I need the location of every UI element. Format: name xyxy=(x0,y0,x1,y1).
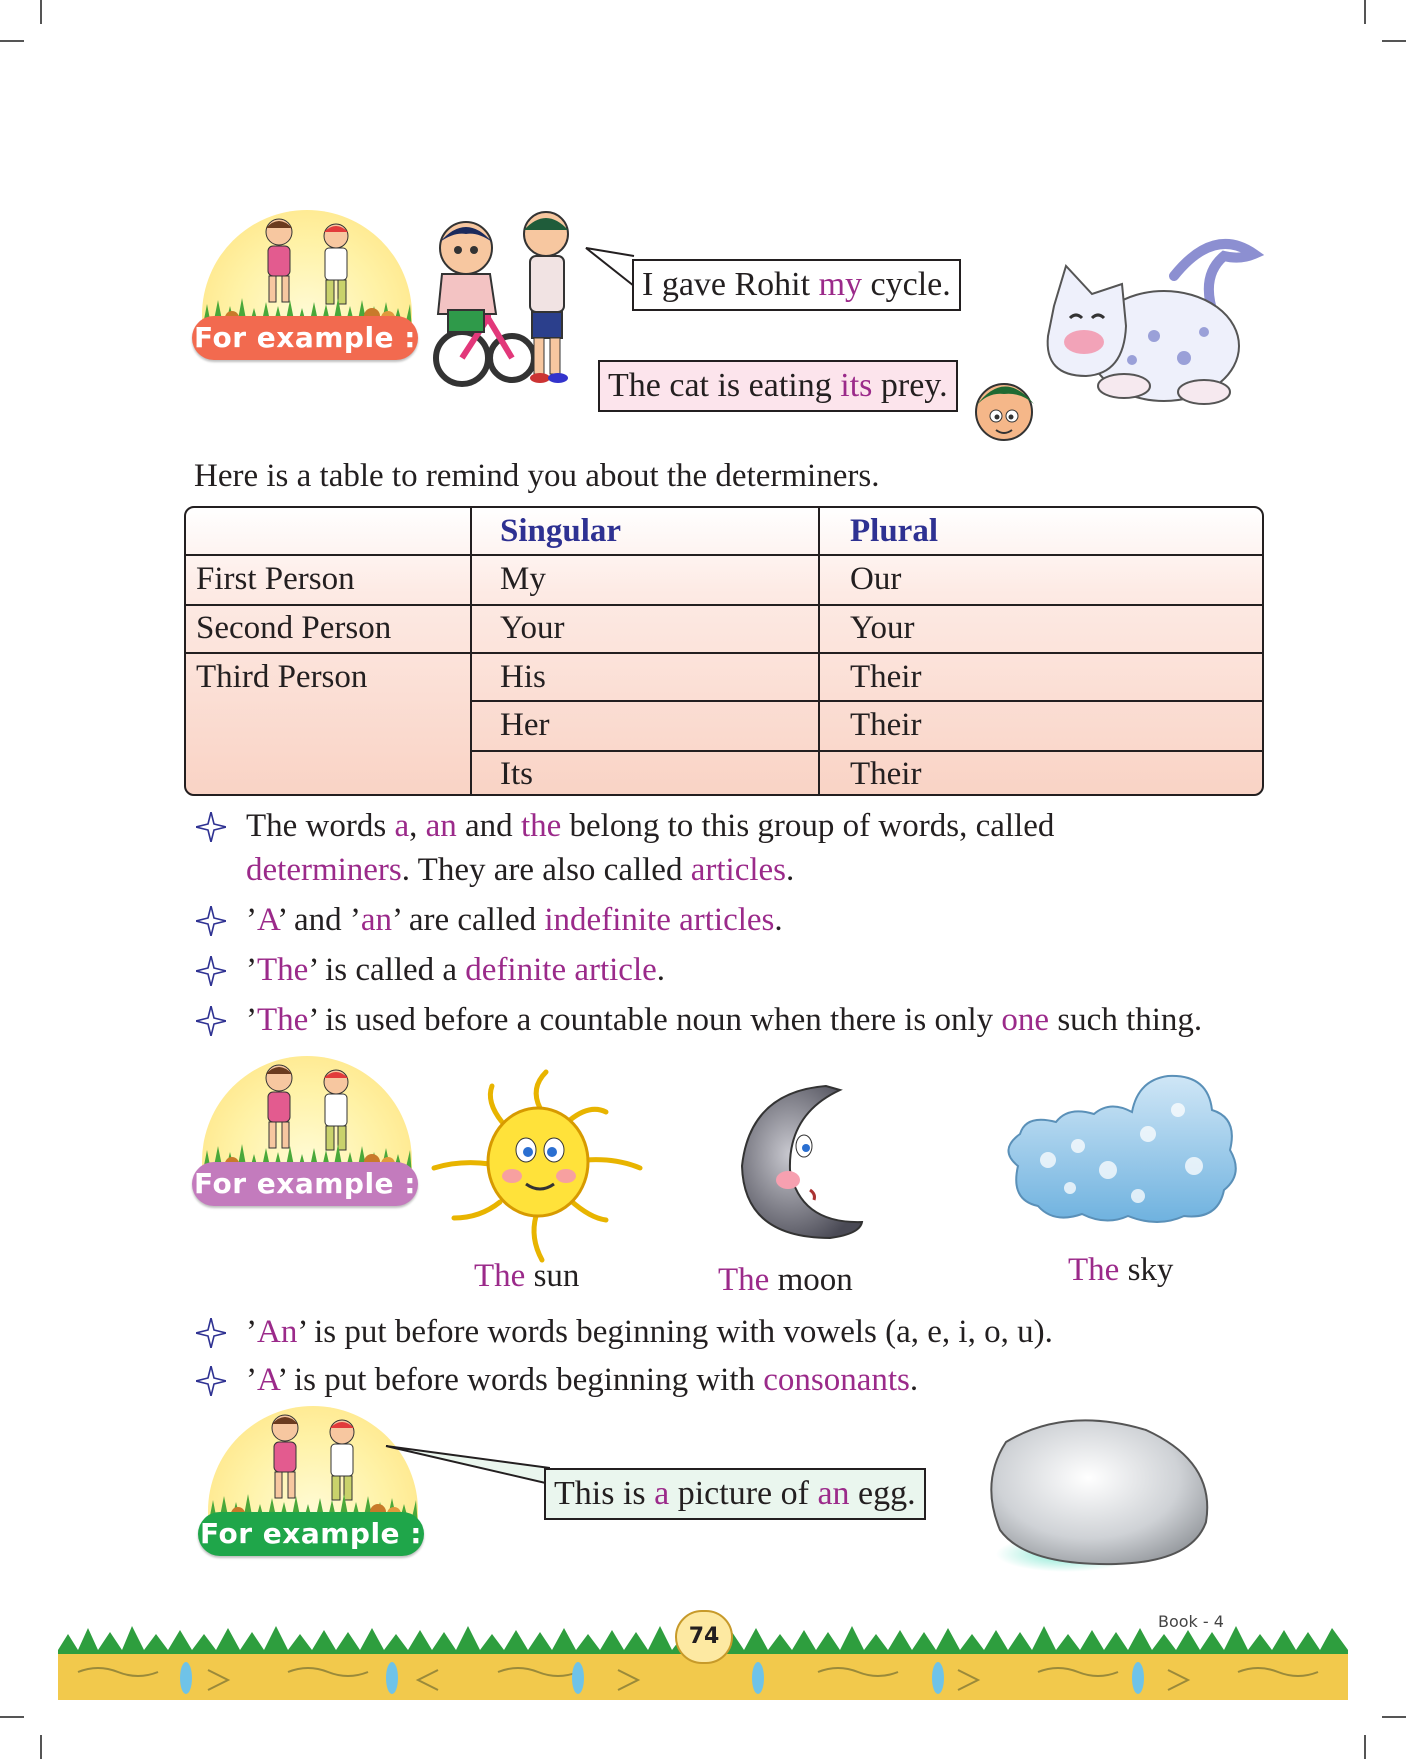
speech-bubble-cycle xyxy=(632,259,961,311)
highlight-run: articles xyxy=(690,852,786,888)
text-run: such thing. xyxy=(1049,1002,1203,1038)
bullet-text xyxy=(246,948,665,992)
table-header-plural: Plural xyxy=(850,513,938,549)
table-cell-plural: Your xyxy=(850,610,915,646)
caption-sky xyxy=(1068,1252,1173,1289)
table-rule xyxy=(818,508,820,796)
table-cell-plural: Their xyxy=(850,707,922,743)
text-run: ’ is used before a countable noun when there is only xyxy=(308,1002,1002,1038)
caption-sun xyxy=(474,1258,579,1295)
text-run: and xyxy=(456,808,521,844)
table-cell-singular: Its xyxy=(500,756,533,792)
text-run: ’ is put before words beginning with xyxy=(277,1362,764,1398)
bullet-text xyxy=(246,804,1266,892)
table-cell-person: First Person xyxy=(196,561,355,597)
highlight-run: consonants xyxy=(763,1362,910,1398)
table-cell-singular: His xyxy=(500,659,546,695)
highlight-run: A xyxy=(257,902,278,938)
bubble-text: prey. xyxy=(872,367,948,404)
bubble-highlight: a xyxy=(654,1475,670,1512)
speech-bubble-egg xyxy=(544,1468,926,1520)
highlight-run: The xyxy=(474,1258,526,1294)
text-run: sun xyxy=(525,1258,580,1294)
egg-icon xyxy=(966,1412,1236,1574)
text-run: . xyxy=(774,902,783,938)
badge-illustration xyxy=(202,210,412,330)
star-bullet-icon xyxy=(196,812,226,842)
table-header-singular: Singular xyxy=(500,513,622,549)
text-run: , xyxy=(409,808,426,844)
highlight-run: one xyxy=(1001,1002,1050,1038)
highlight-run: The xyxy=(257,952,309,988)
star-bullet-icon xyxy=(196,1318,226,1348)
text-run: moon xyxy=(769,1262,853,1298)
table-cell-person: Second Person xyxy=(196,610,392,646)
text-run: ’ are called xyxy=(392,902,545,938)
text-run: . xyxy=(909,1362,919,1398)
highlight-run: determiners xyxy=(246,852,402,888)
text-run: . xyxy=(786,852,795,888)
badge-label: For example : xyxy=(192,316,418,360)
badge-label: For example : xyxy=(192,1162,418,1206)
kids-with-cycle-illustration xyxy=(418,208,588,398)
highlight-run: indefinite articles xyxy=(544,902,775,938)
star-bullet-icon xyxy=(196,1366,226,1396)
text-run: ’ is put before words beginning with vowels (a, e, i, o, u). xyxy=(297,1314,1053,1350)
table-cell-singular: Your xyxy=(500,610,565,646)
intro-text: Here is a table to remind you about the determiners. xyxy=(194,458,880,494)
star-bullet-icon xyxy=(196,906,226,936)
page-number: 74 xyxy=(675,1610,733,1664)
badge-illustration xyxy=(202,1056,412,1176)
crop-mark xyxy=(1364,0,1366,24)
text-run: ’ xyxy=(246,902,257,938)
bubble-highlight: my xyxy=(818,266,863,303)
for-example-badge-2 xyxy=(192,1056,422,1206)
highlight-run: the xyxy=(520,808,562,844)
highlight-run: definite article xyxy=(465,952,657,988)
highlight-run: an xyxy=(425,808,457,844)
star-bullet-icon xyxy=(196,956,226,986)
bubble-text: I gave Rohit xyxy=(642,266,819,303)
text-run: ’ xyxy=(246,1314,257,1350)
table-cell-plural: Their xyxy=(850,659,922,695)
bullet-text xyxy=(246,1310,1053,1354)
caption-moon xyxy=(718,1262,853,1299)
table-cell-plural: Our xyxy=(850,561,902,597)
table-cell-plural: Their xyxy=(850,756,922,792)
bubble-highlight: its xyxy=(840,367,873,404)
table-cell-singular: Her xyxy=(500,707,550,743)
cloud-icon xyxy=(998,1070,1244,1230)
badge-label: For example : xyxy=(198,1512,424,1556)
for-example-badge-1 xyxy=(192,210,422,360)
bullet-text xyxy=(246,898,783,942)
speech-bubble-cat xyxy=(598,360,958,412)
text-run: ’ xyxy=(246,952,257,988)
bullet-text xyxy=(246,998,1202,1042)
speech-tail xyxy=(384,1444,550,1492)
text-run: belong to this group of words, called xyxy=(561,808,1055,844)
text-run: ’ xyxy=(246,1002,257,1038)
table-cell-singular: My xyxy=(500,561,546,597)
crop-mark xyxy=(40,0,42,24)
bubble-text: This is xyxy=(554,1475,655,1512)
bubble-highlight: an xyxy=(817,1475,850,1512)
table-cell-person: Third Person xyxy=(196,659,368,695)
text-run: ’ and ’ xyxy=(277,902,361,938)
highlight-run: The xyxy=(1068,1252,1120,1288)
highlight-run: an xyxy=(360,902,393,938)
crop-mark xyxy=(1382,40,1406,42)
sun-icon xyxy=(430,1068,646,1264)
highlight-run: A xyxy=(257,1362,278,1398)
text-run: ’ is called a xyxy=(308,952,466,988)
moon-icon xyxy=(730,1082,866,1242)
highlight-run: The xyxy=(718,1262,770,1298)
determiners-table xyxy=(184,506,1264,796)
text-run: . They are also called xyxy=(401,852,691,888)
highlight-run: The xyxy=(257,1002,309,1038)
crop-mark xyxy=(0,40,24,42)
highlight-run: a xyxy=(394,808,410,844)
bubble-text: The cat is eating xyxy=(608,367,841,404)
star-bullet-icon xyxy=(196,1006,226,1036)
bullet-item xyxy=(196,804,1266,894)
text-run: ’ xyxy=(246,1362,257,1398)
speech-tail xyxy=(584,246,636,302)
text-run: sky xyxy=(1119,1252,1174,1288)
highlight-run: An xyxy=(257,1314,298,1350)
bubble-text: picture of xyxy=(669,1475,818,1512)
boy-face-icon xyxy=(970,372,1040,444)
bubble-text: cycle. xyxy=(862,266,951,303)
text-run: The words xyxy=(246,808,395,844)
crop-mark xyxy=(40,1735,42,1759)
cat-icon xyxy=(1014,236,1264,446)
bullet-text xyxy=(246,1358,918,1402)
crop-mark xyxy=(1364,1735,1366,1759)
bubble-text: egg. xyxy=(849,1475,916,1512)
crop-mark xyxy=(1382,1716,1406,1718)
table-rule xyxy=(470,508,472,796)
crop-mark xyxy=(0,1716,24,1718)
book-label: Book - 4 xyxy=(1158,1612,1224,1631)
text-run: . xyxy=(656,952,666,988)
